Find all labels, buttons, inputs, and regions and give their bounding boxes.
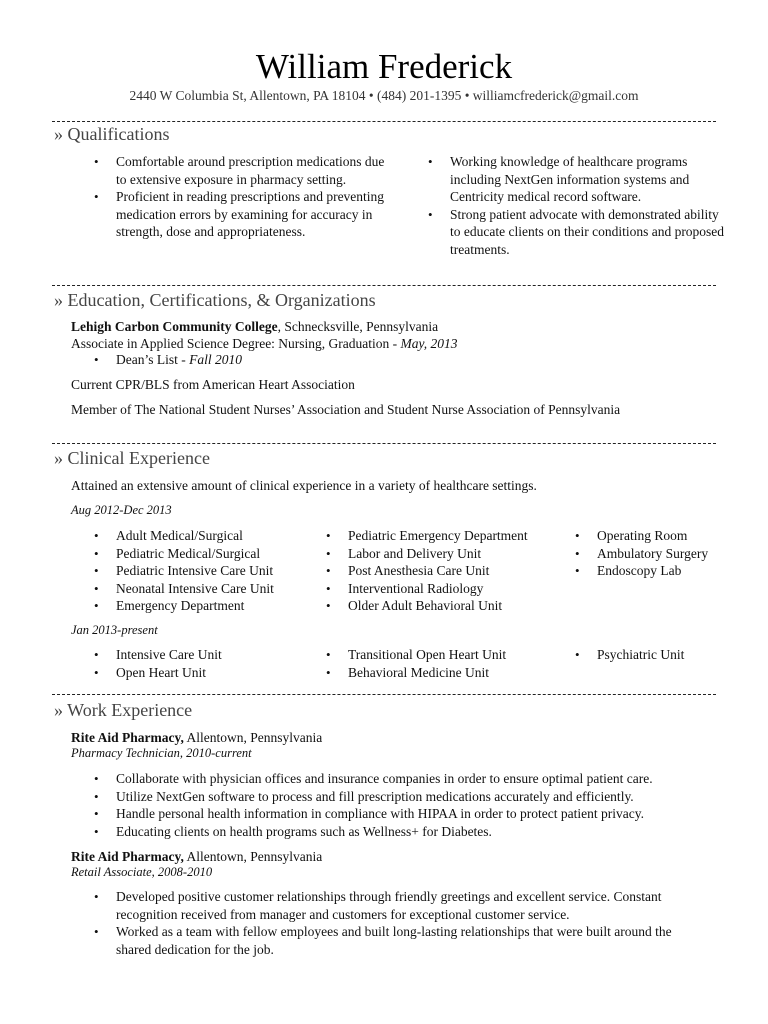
honors-list xyxy=(91,351,491,369)
list-item: • Open Heart Unit xyxy=(91,664,321,682)
job-2-bullets xyxy=(91,888,691,958)
school-line xyxy=(71,318,438,335)
list-item: • Operating Room xyxy=(572,527,732,545)
honor-text: Dean’s List - xyxy=(116,352,190,367)
list-item: • Developed positive customer relationships through friendly greetings and excellent service. Constant recognition received from manager and customers for exceptional customer service. xyxy=(91,888,691,923)
list-item: • Transitional Open Heart Unit xyxy=(323,646,568,664)
list-item: • Interventional Radiology xyxy=(323,580,568,598)
job-2-location: Allentown, Pennsylvania xyxy=(183,849,323,864)
qualifications-heading: » Qualifications xyxy=(54,124,170,144)
section-divider xyxy=(52,443,716,444)
contact-line: 2440 W Columbia St, Allentown, PA 18104 • (484) 201-1395 • williamcfrederick@gmail.com xyxy=(129,88,639,103)
clinical-p2-col3 xyxy=(572,646,732,664)
clinical-p2-col1 xyxy=(91,646,321,681)
degree-date: May, 2013 xyxy=(400,336,458,351)
list-item: • Working knowledge of healthcare programs including NextGen information systems and Centricity medical record software. xyxy=(425,153,725,206)
list-item: • Handle personal health information in compliance with HIPAA in order to protect patient privacy. xyxy=(91,805,721,823)
list-item: • Emergency Department xyxy=(91,597,321,615)
list-item: • Older Adult Behavioral Unit xyxy=(323,597,568,615)
section-divider xyxy=(52,285,716,286)
school-name: Lehigh Carbon Community College xyxy=(71,319,278,334)
work-heading: » Work Experience xyxy=(54,700,193,720)
list-item: • Adult Medical/Surgical xyxy=(91,527,321,545)
job-1-location: Allentown, Pennsylvania xyxy=(183,730,323,745)
clinical-heading: » Clinical Experience xyxy=(54,448,210,468)
clinical-period-2: Jan 2013-present xyxy=(71,623,158,637)
clinical-p1-col1 xyxy=(91,527,321,615)
job-1-employer: Rite Aid Pharmacy, xyxy=(71,730,184,745)
clinical-p1-col2 xyxy=(323,527,568,615)
section-divider xyxy=(52,121,716,122)
list-item: • Pediatric Medical/Surgical xyxy=(91,545,321,563)
list-item: • Collaborate with physician offices and insurance companies in order to ensure optimal patient care. xyxy=(91,770,721,788)
list-item: • Ambulatory Surgery xyxy=(572,545,732,563)
clinical-intro: Attained an extensive amount of clinical experience in a variety of healthcare settings. xyxy=(71,478,537,493)
list-item: • Behavioral Medicine Unit xyxy=(323,664,568,682)
school-location: , Schnecksville, Pennsylvania xyxy=(277,319,439,334)
list-item: • Pediatric Emergency Department xyxy=(323,527,568,545)
education-heading: » Education, Certifications, & Organizations xyxy=(54,290,376,310)
section-divider xyxy=(52,694,716,695)
job-2-role: Retail Associate, 2008-2010 xyxy=(71,865,213,879)
list-item: • Neonatal Intensive Care Unit xyxy=(91,580,321,598)
cpr-certification: Current CPR/BLS from American Heart Association xyxy=(71,377,355,392)
job-1-employer-line xyxy=(71,729,322,746)
clinical-period-1: Aug 2012-Dec 2013 xyxy=(71,503,172,517)
list-item: • Comfortable around prescription medications due to extensive exposure in pharmacy setting. xyxy=(91,153,391,188)
qualifications-right-list xyxy=(425,153,725,258)
job-2-employer: Rite Aid Pharmacy, xyxy=(71,849,184,864)
list-item: • Educating clients on health programs such as Wellness+ for Diabetes. xyxy=(91,823,721,841)
membership: Member of The National Student Nurses’ Association and Student Nurse Association of Pennsylvania xyxy=(71,402,621,417)
degree-line xyxy=(71,335,458,352)
job-2-employer-line xyxy=(71,848,322,865)
list-item: • Endoscopy Lab xyxy=(572,562,732,580)
job-1-bullets xyxy=(91,770,721,840)
list-item: • Proficient in reading prescriptions and preventing medication errors by examining for accuracy in strength, dose and appropriateness. xyxy=(91,188,391,241)
list-item: • Post Anesthesia Care Unit xyxy=(323,562,568,580)
list-item: • Labor and Delivery Unit xyxy=(323,545,568,563)
list-item: • Utilize NextGen software to process and fill prescription medications accurately and efficiently. xyxy=(91,788,721,806)
clinical-p1-col3 xyxy=(572,527,732,580)
list-item xyxy=(91,351,491,369)
candidate-name: William Frederick xyxy=(255,47,513,86)
honor-date: Fall 2010 xyxy=(189,352,242,367)
list-item: • Intensive Care Unit xyxy=(91,646,321,664)
list-item: • Strong patient advocate with demonstrated ability to educate clients on their conditions and proposed treatments. xyxy=(425,206,725,259)
qualifications-left-list xyxy=(91,153,391,241)
job-1-role: Pharmacy Technician, 2010-current xyxy=(71,746,252,760)
list-item: • Pediatric Intensive Care Unit xyxy=(91,562,321,580)
degree-text: Associate in Applied Science Degree: Nursing, Graduation - xyxy=(71,336,401,351)
list-item: • Worked as a team with fellow employees and built long-lasting relationships that were built around the shared dedication for the job. xyxy=(91,923,691,958)
list-item: • Psychiatric Unit xyxy=(572,646,732,664)
clinical-p2-col2 xyxy=(323,646,568,681)
